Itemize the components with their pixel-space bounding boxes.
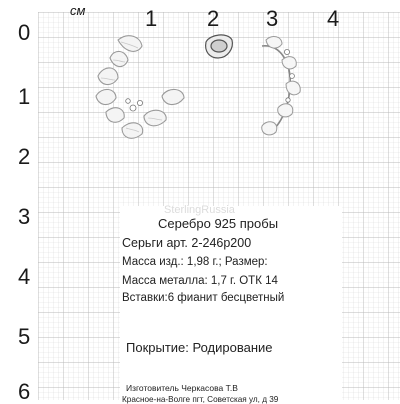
tag-line-metal-weight: Масса металла: 1,7 г. ОТК 14 [122,275,278,287]
tag-line-address: Красное-на-Волге пгт, Советская ул, д 39 [122,395,279,404]
ruler-number-left-6: 6 [18,379,31,404]
ruler-number-top-4: 4 [327,6,340,31]
ruler-number-left-2: 2 [18,144,31,169]
ruler-unit-label: см [70,3,86,18]
ruler-number-left-5: 5 [18,324,31,349]
ruler-number-top-2: 2 [207,6,220,31]
ruler-number-left-4: 4 [18,264,31,289]
tag-line-article: Серьги арт. 2-246р200 [122,236,252,250]
product-tag [120,204,342,404]
tag-line-inserts: Вставки:6 фианит бесцветный [122,292,285,304]
tag-line-manufacturer: Изготовитель Черкасова Т.В [126,383,238,393]
ruler-number-top-3: 3 [266,6,279,31]
tag-line-material: Серебро 925 пробы [158,216,279,231]
ruler-number-top-1: 1 [145,6,158,31]
ruler-number-left-1: 1 [18,84,31,109]
tag-line-weight: Масса изд.: 1,98 г.; Размер: [122,256,268,268]
watermark: SterlingRussia [164,204,235,216]
tag-line-coating: Покрытие: Родирование [126,340,273,355]
ruler-number-left-3: 3 [18,204,31,229]
ruler-number-0: 0 [18,20,31,45]
